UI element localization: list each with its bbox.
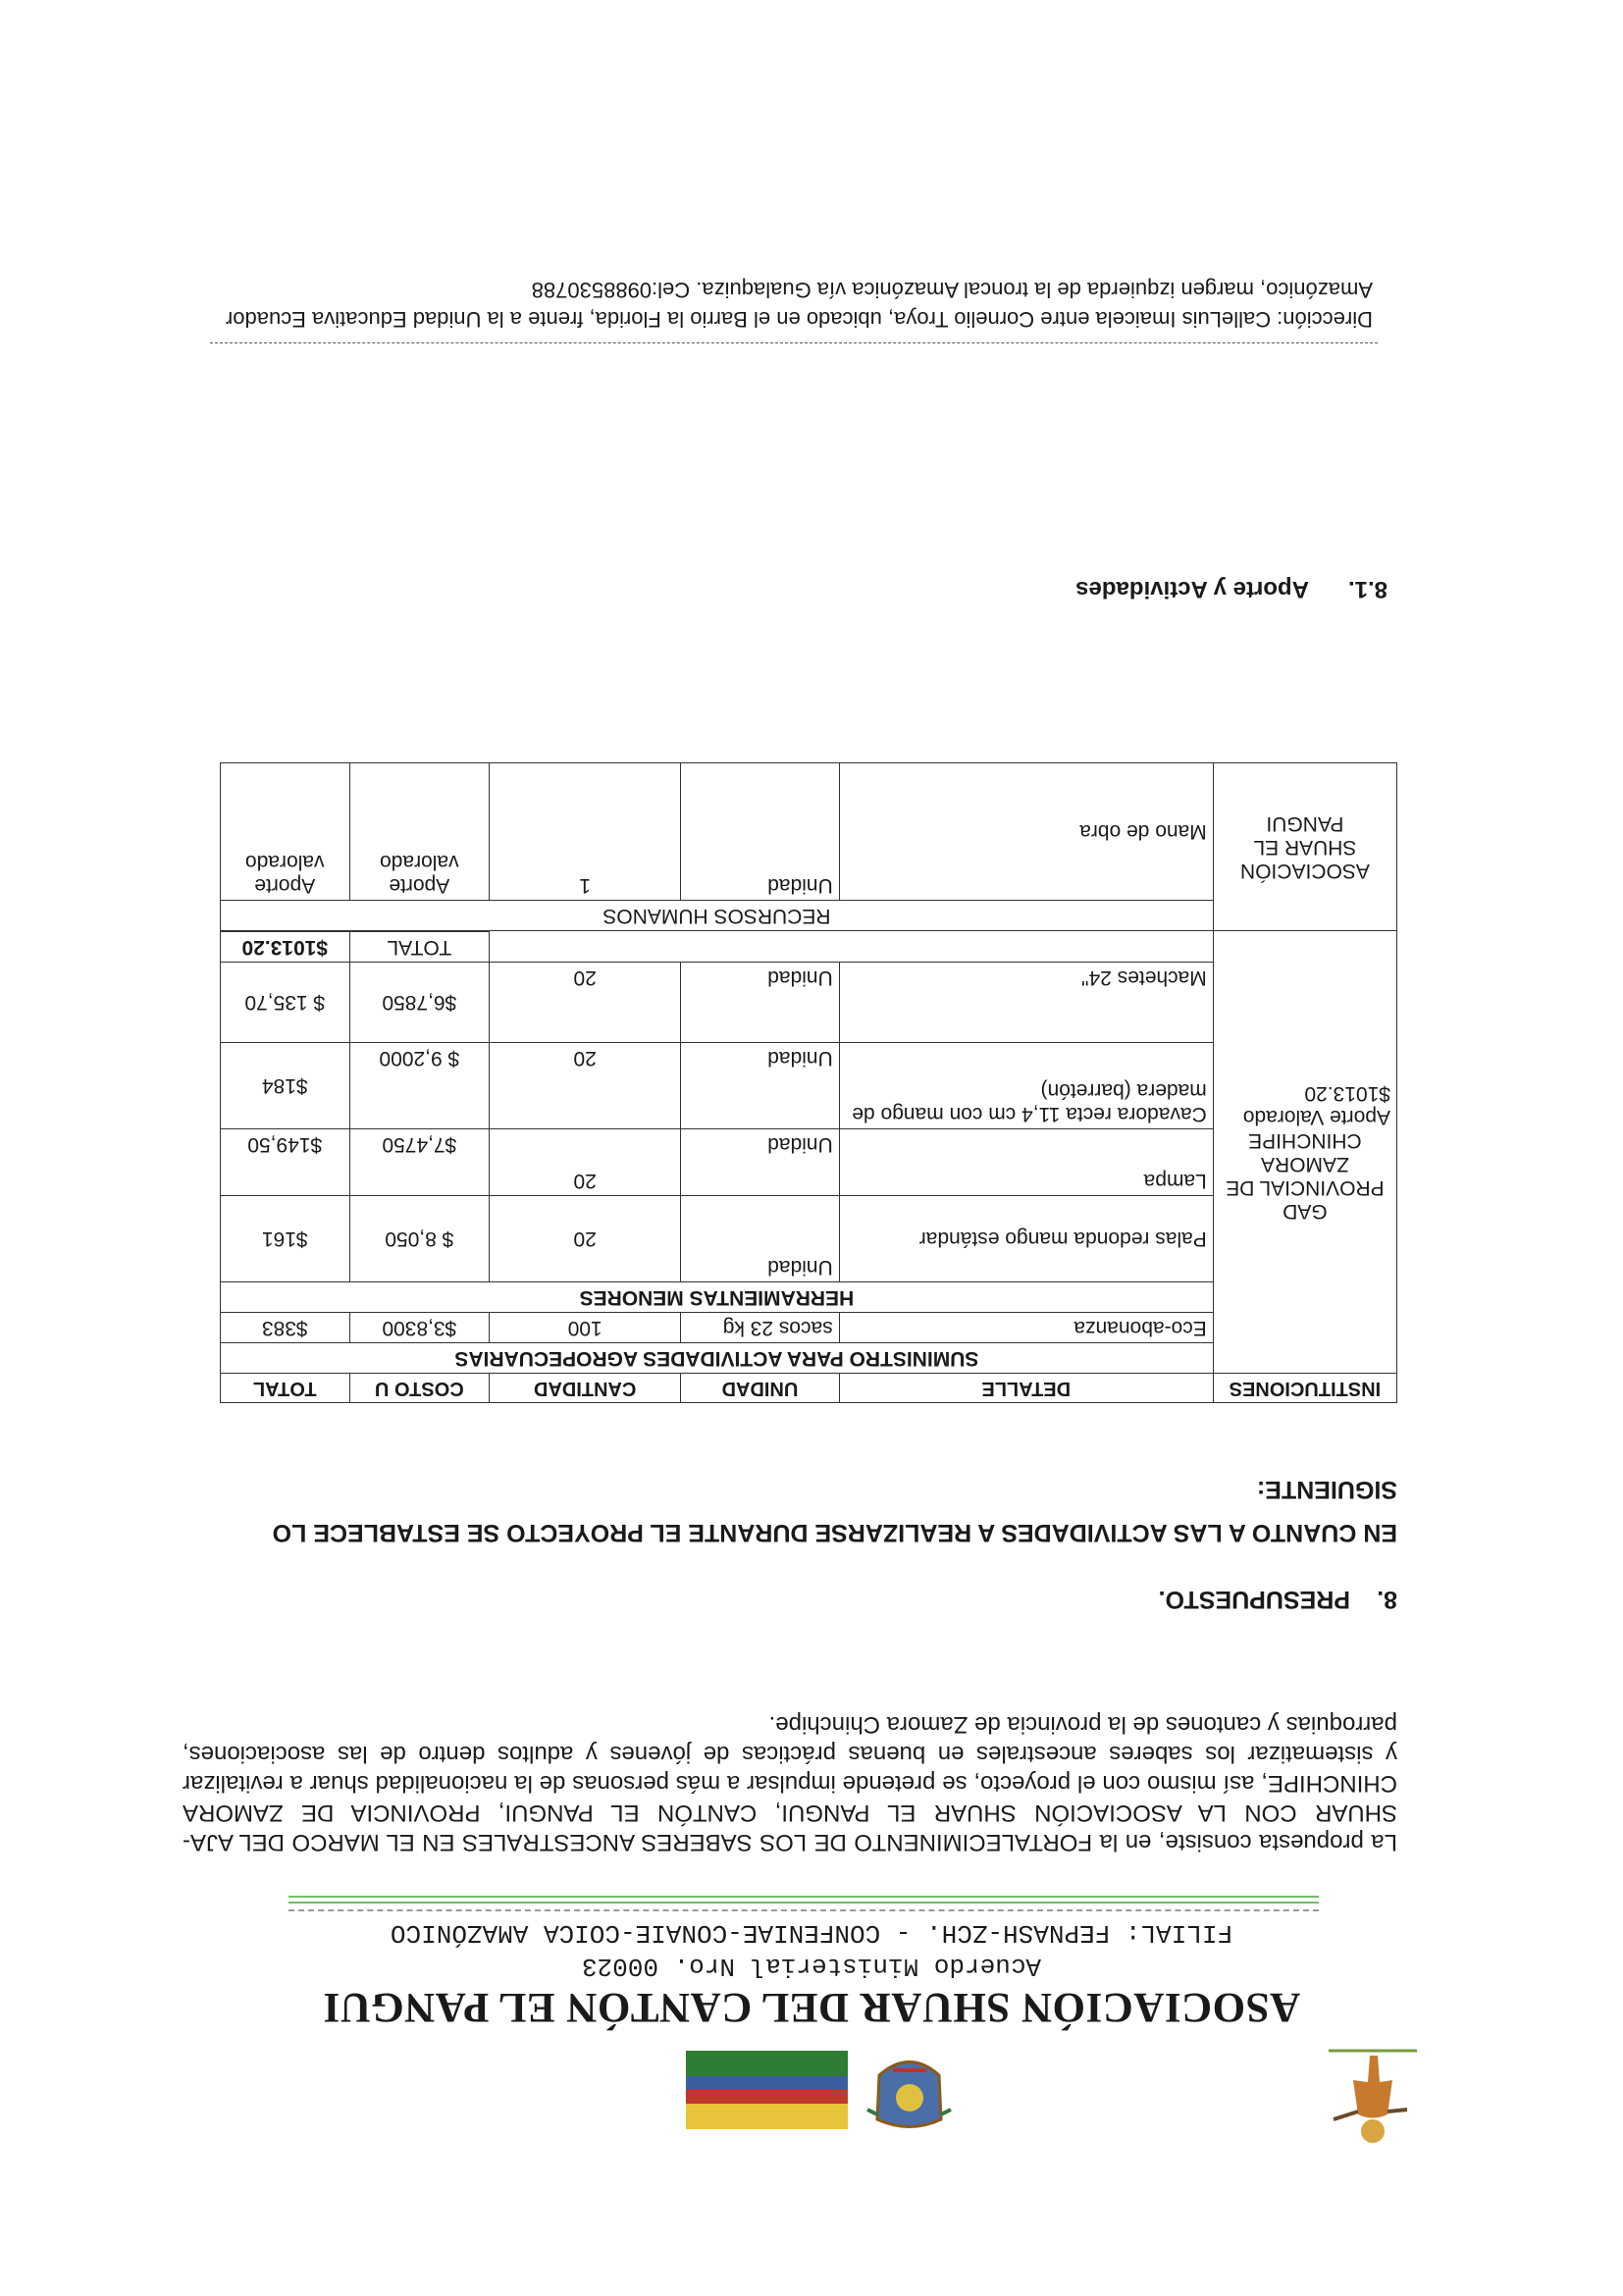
unit-cell: Unidad (681, 1129, 840, 1196)
subsection-number: 8.1. (1347, 576, 1387, 602)
quantity-cell: 20 (490, 1196, 681, 1282)
column-header: CANTIDAD (490, 1374, 681, 1403)
budget-table (220, 762, 1397, 1403)
column-header: DETALLE (839, 1374, 1213, 1403)
subsection-heading (1075, 575, 1387, 602)
quantity-cell: 20 (490, 963, 681, 1043)
column-header: COSTO U (349, 1374, 490, 1403)
affiliation: FILIAL: FEPNASH-ZCH. - CONFENIAE-CONAIE-COICA AMAZÓNICO (390, 1918, 1233, 1948)
quantity-cell: 100 (490, 1313, 681, 1343)
header-divider-green (288, 1902, 1319, 1904)
dancer-logo-icon (1319, 2041, 1427, 2149)
empty-cell (490, 932, 1214, 963)
section-lead: EN CUANTO A LAS ACTIVIDADES A REALIZARSE DURANTE EL PROYECTO SE ESTABLECE LO SIGUIENTE: (272, 1476, 1397, 1546)
unit-cell: Unidad (681, 1043, 840, 1129)
section-row-label: HERRAMIENTAS MENORES (221, 1282, 1214, 1313)
total-cell: $383 (221, 1313, 350, 1343)
ministerial-agreement: Acuerdo Ministerial Nro. 00023 (581, 1952, 1042, 1981)
total-value: $1013.20 (221, 932, 350, 963)
table-header-row (221, 1374, 1397, 1403)
total-cell: $161 (221, 1196, 350, 1282)
quantity-cell: 20 (490, 1043, 681, 1129)
unit-cell: Unidad (681, 763, 840, 901)
total-cell: Aporte valorado (221, 763, 350, 901)
detail-cell: Machetes 24" (839, 963, 1213, 1043)
section-heading (1159, 1585, 1397, 1613)
cost-cell: $6,7850 (349, 963, 490, 1043)
header-divider-dashed (288, 1909, 1319, 1911)
footer-address: Dirección: CalleLuis Imaicela entre Cornelio Troya, ubicado en el Barrio la Florida, frente a la Unidad Educativa Ecuador Amazónico, margen izquierda de la troncal Amazónica vía Gualaquiza. Cel:0988530788 (225, 278, 1373, 332)
section-title: PRESUPUESTO. (1158, 1586, 1350, 1613)
institution-name: ASOCIACIÓN SHUAR EL PANGUI (1213, 763, 1396, 931)
subsection-title: Aporte y Actividades (1075, 576, 1309, 602)
total-label: TOTAL (349, 932, 490, 963)
cost-cell: $ 9,2000 (349, 1043, 490, 1129)
quantity-cell: 1 (490, 763, 681, 901)
intro-paragraph: La propuesta consiste, en la FORTALECIMINENTO DE LOS SABERES ANCESTRALES EN EL MARCO DEL AJA-SHUAR CON LA ASOCIACIÓN SHUAR EL PANGUI, CANTÓN EL PANGUI, PROVINCIA DE ZAMORA CHINCHIPE, así mismo con el proyecto, se pretende impulsar a más personas de la nacionalidad shuar a revitalizar y sistematizar los saberes ancestrales en buenas prácticas de jóvenes y adultos dentro de las asociaciones, parroquias y cantones de la provincia de Zamora Chinchipe. (183, 1711, 1397, 1855)
detail-cell: Eco-abonanza (839, 1313, 1213, 1343)
letterhead (196, 1918, 1427, 2031)
institution-note: Aporte Valorado $1013.20 (1242, 1082, 1390, 1128)
total-cell: $184 (221, 1043, 350, 1129)
column-header: INSTITUCIONES (1213, 1374, 1396, 1403)
quantity-cell: 20 (490, 1129, 681, 1196)
detail-cell: Lampa (839, 1129, 1213, 1196)
detail-cell: Mano de obra (839, 763, 1213, 901)
cost-cell: $ 8,050 (349, 1196, 490, 1282)
column-header: UNIDAD (681, 1374, 840, 1403)
section-row-label: SUMINISTRO PARA ACTIVIDADES AGROPECUARIAS (221, 1343, 1214, 1374)
organization-name: ASOCIACIÓN SHUAR DEL CANTÓN EL PANGUI (322, 1984, 1301, 2030)
spacer-cell (221, 931, 1214, 932)
total-cell: $149,50 (221, 1129, 350, 1196)
logo-bar (196, 2041, 1427, 2149)
unit-cell: Unidad (681, 963, 840, 1043)
detail-cell: Palas redonda mango estándar (839, 1196, 1213, 1282)
total-cell: $ 135,70 (221, 963, 350, 1043)
section-row-label: RECURSOS HUMANOS (221, 901, 1214, 931)
table-row (221, 1343, 1397, 1374)
institution-name: GAD PROVINCIAL DE ZAMORA CHINCHIPE (1226, 1129, 1385, 1223)
unit-cell: Unidad (681, 1196, 840, 1282)
detail-cell: Cavadora recta 11,4 cm con mango de madera (barretón) (839, 1043, 1213, 1129)
coat-of-arms-icon (863, 2046, 956, 2139)
header-divider-green (288, 1896, 1319, 1898)
cost-cell: Aporte valorado (349, 763, 490, 901)
unit-cell: sacos 23 kg (681, 1313, 840, 1343)
column-header: TOTAL (221, 1374, 350, 1403)
section-number: 8. (1377, 1586, 1397, 1613)
institution-cell (1213, 931, 1396, 1374)
cost-cell: $3,8300 (349, 1313, 490, 1343)
footer-divider (210, 342, 1378, 343)
table-row (221, 901, 1397, 931)
flag-icon (686, 2051, 848, 2129)
cost-cell: $7,4750 (349, 1129, 490, 1196)
